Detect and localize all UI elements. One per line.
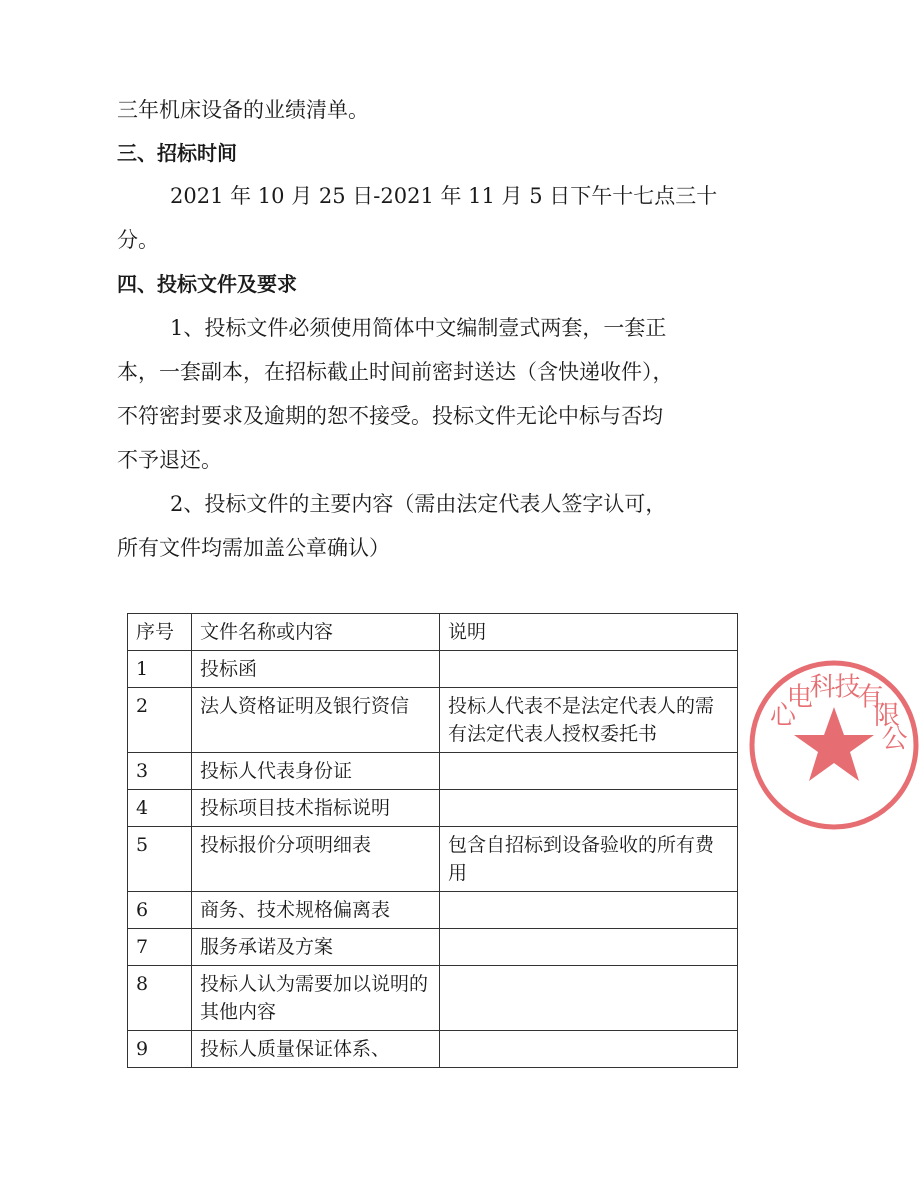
item1-line4: 不予退还。	[117, 448, 222, 472]
row-no: 5	[128, 827, 192, 892]
table-row	[128, 892, 738, 929]
table-row	[128, 753, 738, 790]
row-note: 投标人代表不是法定代表人的需有法定代表人授权委托书	[440, 688, 738, 753]
table-row	[128, 966, 738, 1031]
header-no: 序号	[128, 614, 192, 651]
row-no: 2	[128, 688, 192, 753]
company-seal-stamp	[744, 655, 924, 835]
row-name: 投标人认为需要加以说明的其他内容	[192, 966, 440, 1031]
bidding-time-text-line2: 分。	[117, 228, 159, 252]
header-note: 说明	[440, 614, 738, 651]
row-name: 投标报价分项明细表	[192, 827, 440, 892]
section-heading-bid-documents: 四、投标文件及要求	[117, 272, 297, 296]
item1-line2: 本，一套副本，在招标截止时间前密封送达（含快递收件），	[117, 360, 674, 384]
row-note: 包含自招标到设备验收的所有费用	[440, 827, 738, 892]
table-row	[128, 929, 738, 966]
table-row	[128, 790, 738, 827]
item1-line3: 不符密封要求及逾期的恕不接受。投标文件无论中标与否均	[117, 404, 663, 428]
header-name: 文件名称或内容	[192, 614, 440, 651]
row-note	[440, 929, 738, 966]
section-heading-bidding-time: 三、招标时间	[117, 141, 237, 165]
row-note	[440, 892, 738, 929]
row-name: 投标人代表身份证	[192, 753, 440, 790]
row-no: 6	[128, 892, 192, 929]
seal-text: 心电科技有限公	[770, 672, 908, 755]
row-note	[440, 790, 738, 827]
paragraph-continuation: 三年机床设备的业绩清单。	[117, 98, 369, 122]
bid-documents-table	[127, 613, 738, 1068]
row-no: 1	[128, 651, 192, 688]
row-name: 投标项目技术指标说明	[192, 790, 440, 827]
row-name: 服务承诺及方案	[192, 929, 440, 966]
row-note	[440, 753, 738, 790]
item2-line2: 所有文件均需加盖公章确认）	[117, 536, 390, 560]
row-no: 7	[128, 929, 192, 966]
row-note	[440, 1031, 738, 1068]
row-no: 9	[128, 1031, 192, 1068]
row-name: 法人资格证明及银行资信	[192, 688, 440, 753]
table-row	[128, 688, 738, 753]
row-no: 4	[128, 790, 192, 827]
row-name: 商务、技术规格偏离表	[192, 892, 440, 929]
row-name: 投标人质量保证体系、	[192, 1031, 440, 1068]
row-name: 投标函	[192, 651, 440, 688]
table-row	[128, 827, 738, 892]
row-no: 3	[128, 753, 192, 790]
row-note	[440, 966, 738, 1031]
table-row	[128, 1031, 738, 1068]
item2-line1: 2、投标文件的主要内容（需由法定代表人签字认可，	[170, 492, 667, 516]
seal-star-icon	[794, 707, 874, 781]
bidding-time-text-line1: 2021 年 10 月 25 日-2021 年 11 月 5 日下午十七点三十	[170, 184, 718, 208]
item1-line1: 1、投标文件必须使用简体中文编制壹式两套，一套正	[170, 316, 667, 340]
row-note	[440, 651, 738, 688]
row-no: 8	[128, 966, 192, 1031]
table-row	[128, 651, 738, 688]
table-header-row	[128, 614, 738, 651]
